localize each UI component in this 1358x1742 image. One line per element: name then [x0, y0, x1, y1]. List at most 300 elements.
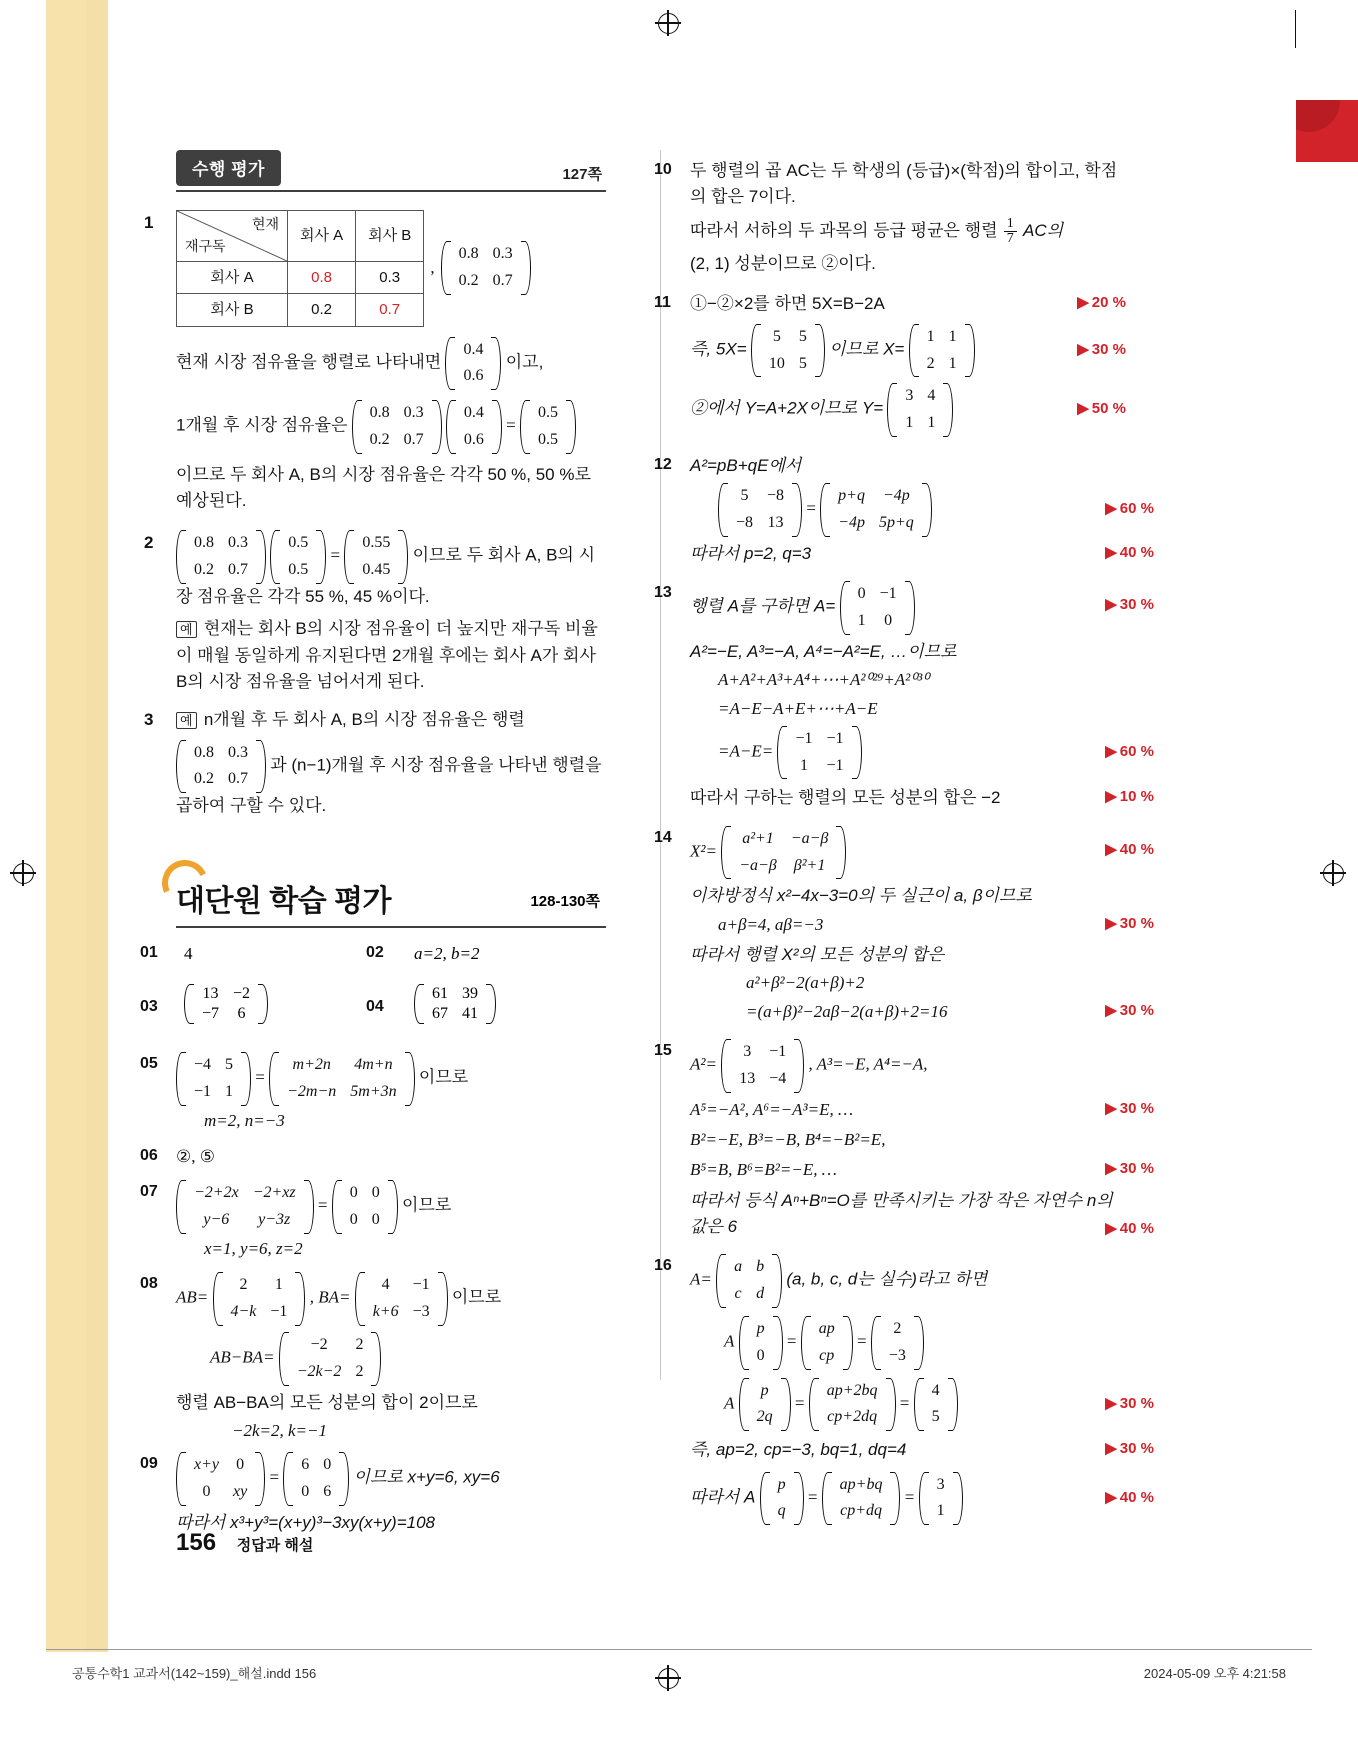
section-pill-label: 수행 평가: [176, 150, 281, 186]
triangle-icon: ▶: [1105, 1440, 1117, 1458]
solution-line: 이차방정식 x²−4x−3=0의 두 실근이 a, β이므로: [690, 886, 1032, 906]
item-number: 07: [140, 1183, 158, 1201]
answer-item-11: [654, 291, 1126, 437]
matrix-cell: cp+dq: [840, 1502, 883, 1520]
item13-line5: [690, 726, 1154, 780]
matrix-transition-2: [352, 400, 442, 454]
equals-sign: =: [794, 1393, 805, 1413]
solution-line: 두 행렬의 곱 AC는 두 학생의 (등급)×(학점)의 합이고, 학점의 합은 7이다.: [690, 161, 1118, 207]
matrix-cell: −4p: [882, 487, 910, 505]
fraction-one-seventh: [1004, 217, 1017, 247]
table-cell: 0.7: [356, 294, 424, 326]
matrix-cell: 0: [301, 1483, 310, 1501]
matrix-cell: 5: [931, 1408, 940, 1426]
matrix-cell: 5: [798, 354, 807, 372]
equals-sign: =: [255, 1067, 265, 1087]
triangle-icon: ▶: [1105, 596, 1117, 614]
table-header-0: 회사 A: [288, 211, 356, 262]
score-tag: ▶ 10 %: [1105, 785, 1154, 808]
score-tag: ▶ 40 %: [1105, 1217, 1154, 1240]
matrix-cell: m+2n: [292, 1056, 331, 1074]
item08-line2: [176, 1332, 606, 1386]
matrix-result: [520, 400, 576, 454]
item12-line2: [690, 541, 1154, 567]
matrix-cell: 5p+q: [878, 514, 914, 532]
answer-item-07: [140, 1180, 606, 1262]
matrix-x: [909, 324, 975, 378]
score-tag: ▶ 60 %: [1105, 740, 1154, 763]
item13-line1: [690, 581, 1154, 635]
text: 이므로 x+y=6, xy=6: [353, 1467, 500, 1487]
matrix-lhs: [176, 1052, 251, 1106]
triangle-icon: ▶: [1105, 840, 1117, 858]
text: 현재는 회사 B의 시장 점유율이 더 높지만 재구독 비율이 매월 동일하게 유지된다면 2개월 후에는 회사 A가 회사 B의 시장 점유율을 넘어서게 된다.: [176, 619, 598, 691]
triangle-icon: ▶: [1077, 294, 1089, 312]
item-number: 10: [654, 161, 672, 178]
text: 1개월 후 시장 점유율은: [176, 415, 348, 435]
solution-line: (2, 1) 성분이므로 ②이다.: [690, 254, 876, 274]
matrix-cell: −a−β: [739, 856, 777, 874]
table-cell: 0.3: [356, 262, 424, 294]
matrix-cell: c: [734, 1285, 742, 1303]
score-tag: ▶ 40 %: [1105, 541, 1154, 564]
matrix-cell: 1: [948, 354, 957, 372]
answer-item-2: [144, 530, 606, 695]
matrix-cell: 2: [926, 354, 935, 372]
matrix-cell: ap: [818, 1320, 835, 1337]
matrix-cell: 0.8: [369, 404, 390, 422]
matrix-cell: −7: [202, 1005, 220, 1023]
text: 따라서 p=2, q=3: [690, 543, 812, 563]
matrix-cell: −2+xz: [252, 1184, 296, 1202]
triangle-icon: ▶: [1105, 543, 1117, 561]
matrix-share-vector: [270, 530, 326, 584]
matrix-cell: a: [734, 1258, 743, 1276]
matrix-cell: y−3z: [258, 1211, 291, 1229]
matrix-cell: cp: [819, 1346, 835, 1364]
triangle-icon: ▶: [1105, 914, 1117, 932]
matrix-cell: 2: [239, 1276, 248, 1294]
solution-line: A+A²+A³+A⁴+⋯+A²⁰²⁹+A²⁰³⁰: [718, 670, 929, 690]
score-tag: ▶ 60 %: [1105, 497, 1154, 520]
text: 행렬 A를 구하면 A=: [690, 596, 836, 616]
item-number: 06: [140, 1147, 158, 1165]
score-tag: ▶ 30 %: [1105, 999, 1154, 1022]
matrix-cell: 0.8: [194, 534, 214, 552]
matrix-lhs: [176, 1452, 265, 1506]
matrix-cell: 2: [355, 1335, 364, 1353]
matrix-cell: 1: [927, 414, 936, 432]
matrix-cell: 0.45: [362, 561, 391, 579]
equals-sign: =: [807, 1487, 818, 1507]
matrix-cell: 0.5: [288, 561, 309, 579]
matrix-cell: 5: [798, 327, 807, 345]
text: , BA=: [309, 1288, 351, 1308]
matrix-cell: 41: [462, 1005, 478, 1023]
matrix-current-share: [445, 337, 501, 391]
solution-line: 따라서 x³+y³=(x+y)³−3xy(x+y)=108: [176, 1512, 436, 1532]
solution-line: 따라서 행렬 X²의 모든 성분의 합은: [690, 945, 945, 965]
equals-sign: =: [786, 1331, 797, 1351]
matrix-cell: 0.8: [458, 245, 479, 263]
text: =(a+β)²−2aβ−2(a+β)+2=16: [746, 1001, 948, 1021]
matrix-cell: 0.5: [538, 404, 559, 422]
triangle-icon: ▶: [1105, 1099, 1117, 1117]
table-corner-top: 현재: [251, 216, 279, 232]
equals-sign: =: [856, 1331, 867, 1351]
text: ②에서 Y=A+2X이므로 Y=: [690, 399, 884, 419]
answer-item-06: [140, 1144, 606, 1170]
solution-line: =A−E−A+E+⋯+A−E: [718, 698, 878, 718]
item-number: 05: [140, 1055, 158, 1073]
matrix-cell: −3: [412, 1303, 430, 1321]
matrix-cell: x+y: [194, 1456, 219, 1474]
matrix-cell: cp+2dq: [827, 1408, 878, 1426]
table-corner-bottom: 재구독: [185, 238, 226, 255]
matrix-cell: −1: [412, 1276, 430, 1294]
item-number: 14: [654, 828, 672, 846]
matrix-cell: k+6: [372, 1303, 399, 1321]
score-tag: ▶ 30 %: [1105, 1392, 1154, 1415]
matrix-cell: 6: [323, 1483, 332, 1501]
matrix-cell: 0.7: [403, 430, 424, 448]
section-header-unit-assessment: [176, 876, 606, 929]
matrix-cell: 4: [927, 387, 936, 405]
matrix-cell: 0.6: [463, 367, 484, 385]
left-column: [140, 150, 606, 1536]
text: n개월 후 두 회사 A, B의 시장 점유율은 행렬: [203, 710, 525, 730]
matrix-cell: −8: [736, 514, 754, 532]
table-cell: 0.8: [288, 262, 356, 294]
item13-line6: [690, 785, 1154, 811]
solution-line: a²+β²−2(a+β)+2: [746, 973, 865, 993]
matrix-cell: 1: [799, 756, 808, 774]
matrix-cell: 0.4: [463, 340, 484, 358]
score-tag: ▶ 30 %: [1105, 593, 1154, 616]
matrix-cell: 0: [371, 1184, 380, 1202]
equals-sign: =: [899, 1393, 910, 1413]
table-corner-cell: [177, 211, 288, 262]
answer-item-05: [140, 1052, 606, 1134]
matrix-difference: [279, 1332, 382, 1386]
matrix-cell: 10: [768, 354, 785, 372]
item3-line2: [176, 740, 606, 820]
right-column: [654, 158, 1154, 1525]
text: 이므로: [401, 1196, 452, 1216]
text: A⁵=−A², A⁶=−A³=E, …: [690, 1099, 854, 1119]
item-number: 3: [144, 710, 154, 730]
matrix-y: [887, 383, 953, 437]
matrix-cell: 0: [857, 585, 866, 603]
solution-line: 행렬 AB−BA의 모든 성분의 합이 2이므로: [176, 1392, 478, 1412]
item16-line2: [690, 1437, 1154, 1463]
item1-line2: [176, 400, 606, 454]
matrix-p0: [739, 1316, 783, 1370]
text: 이므로 X=: [829, 339, 905, 359]
item-number: 11: [654, 294, 671, 312]
equals-sign: =: [317, 1196, 328, 1216]
matrix-cell: 1: [926, 327, 935, 345]
score-tag: ▶ 40 %: [1105, 1486, 1154, 1509]
matrix-cell: 0.3: [492, 245, 513, 263]
registration-mark-top: [655, 10, 681, 36]
matrix-cell: 13: [739, 1069, 756, 1087]
matrix-apcp: [801, 1316, 853, 1370]
matrix-cell: 4m+n: [354, 1056, 393, 1074]
item2-equation: [176, 530, 606, 610]
item1-line1: [176, 337, 606, 391]
matrix-cell: −1: [194, 1082, 212, 1100]
equals-sign: =: [330, 546, 341, 566]
score-tag: ▶ 30 %: [1105, 912, 1154, 935]
matrix-cell: 5: [740, 487, 749, 505]
item-number: 09: [140, 1455, 158, 1473]
matrix-cell: p+q: [838, 487, 865, 505]
text: 따라서 구하는 행렬의 모든 성분의 합은 −2: [690, 788, 1001, 808]
section-title: 대단원 학습 평가: [176, 884, 392, 918]
score-tag: ▶ 50 %: [1077, 397, 1126, 420]
matrix-cell: 0: [202, 1483, 211, 1501]
matrix-rhs: [820, 483, 932, 537]
item11-line3: [690, 383, 1126, 437]
folio-label: 정답과 해설: [236, 1537, 314, 1554]
item16-eq2: [690, 1316, 1120, 1370]
triangle-icon: ▶: [1105, 742, 1117, 760]
matrix-cell: 3: [743, 1043, 752, 1061]
item16-line1: [690, 1254, 1120, 1308]
example-badge: 예: [176, 621, 197, 638]
matrix-cell: −4: [194, 1056, 212, 1074]
matrix-cell: p: [756, 1320, 765, 1337]
matrix-p2q: [739, 1378, 791, 1432]
text: =A−E=: [718, 741, 774, 761]
text: 현재 시장 점유율을 행렬로 나타내면: [176, 352, 442, 372]
example-badge: 예: [176, 712, 197, 729]
matrix-cell: 13: [767, 514, 784, 532]
text: 따라서 A: [690, 1487, 756, 1507]
table-row-label: 회사 A: [177, 262, 288, 294]
item-number: 01: [140, 944, 158, 962]
matrix-cell: −2k−2: [296, 1362, 342, 1380]
text: X²=: [690, 841, 717, 861]
item10-line2: [690, 217, 1120, 247]
score-tag: ▶ 30 %: [1105, 1157, 1154, 1180]
matrix-share-vector: [446, 400, 502, 454]
matrix-cell: −3: [888, 1346, 906, 1364]
matrix-cell: 0.3: [403, 404, 424, 422]
matrix-cell: 5: [225, 1056, 234, 1074]
matrix-a: [716, 1254, 782, 1308]
text: 이므로: [451, 1288, 502, 1308]
equals-sign: =: [904, 1487, 915, 1507]
matrix-cell: −1: [270, 1303, 288, 1321]
matrix-cell: −a−β: [790, 829, 829, 847]
item11-line2: [690, 324, 1126, 378]
item16-eq3: [690, 1378, 1154, 1432]
folio-number: 156: [176, 1529, 217, 1556]
matrix-lhs: [176, 1180, 314, 1234]
matrix-rhs: [269, 1052, 415, 1106]
matrix-cell: −8: [767, 487, 785, 505]
text: , A³=−E, A⁴=−A,: [808, 1054, 928, 1074]
matrix-cell: −2+2x: [194, 1184, 239, 1202]
text: AB−BA=: [210, 1347, 275, 1367]
item14-line3: [690, 912, 1154, 938]
matrix-cell: 0: [371, 1211, 380, 1229]
text: A²=: [690, 1054, 717, 1074]
matrix-x-squared: [721, 826, 846, 880]
score-tag: ▶ 20 %: [1077, 291, 1126, 314]
text: AC의: [1023, 220, 1064, 240]
item-number: 15: [654, 1042, 672, 1060]
matrix-cell: 0: [884, 612, 893, 630]
matrix-transition: [176, 530, 266, 584]
text: A: [724, 1331, 735, 1351]
answers-row-2: [140, 980, 606, 1042]
score-tag: ▶ 30 %: [1105, 1097, 1154, 1120]
matrix-transition: [176, 740, 266, 794]
text: 이고,: [505, 352, 544, 372]
triangle-icon: ▶: [1077, 400, 1089, 418]
answer-item-15: [654, 1039, 1154, 1240]
item-number: 16: [654, 1257, 672, 1275]
registration-mark-right: [1320, 860, 1346, 886]
matrix-cell: 1: [905, 414, 914, 432]
matrix-cell: 67: [432, 1005, 448, 1023]
matrix-cell: 2: [893, 1320, 902, 1337]
answer-value: ②, ⑤: [176, 1147, 215, 1167]
matrix-ba: [355, 1272, 448, 1326]
item14-line6: [690, 999, 1154, 1025]
matrix-cell: −4p: [838, 514, 865, 532]
red-corner-tab: [1296, 100, 1358, 162]
matrix-cell: 0.2: [369, 430, 390, 448]
item-number: 1: [144, 213, 154, 232]
answers-row-1: [140, 944, 606, 970]
matrix-cell: 1: [274, 1276, 283, 1294]
matrix-cell: 0.3: [228, 743, 248, 761]
solution-line: m=2, n=−3: [204, 1110, 285, 1130]
matrix-result: [344, 530, 408, 584]
column-divider: [660, 150, 661, 1380]
comma-separator: ,: [430, 258, 435, 278]
answer-value: 4: [184, 944, 193, 964]
answer-item-3: [144, 707, 606, 819]
text: B⁵=B, B⁶=B²=−E, …: [690, 1160, 837, 1180]
text: 이므로 두 회사 A, B의 시장 점유율은 각각 55 %, 45 %이다.: [176, 546, 595, 606]
matrix-lhs: [718, 483, 802, 537]
triangle-icon: ▶: [1105, 1001, 1117, 1019]
triangle-icon: ▶: [1105, 1160, 1117, 1178]
matrix-cell: 0.55: [362, 534, 391, 552]
matrix-result-2: [914, 1378, 958, 1432]
solution-line: x=1, y=6, z=2: [204, 1239, 303, 1258]
matrix-cell: −2m−n: [287, 1082, 337, 1100]
matrix-cell: 0.2: [194, 770, 214, 788]
matrix-cell: 0.6: [463, 430, 484, 448]
solution-line: B²=−E, B³=−B, B⁴=−B²=E,: [690, 1130, 886, 1150]
market-share-table: [176, 210, 424, 327]
fraction-denominator: 7: [1004, 231, 1017, 247]
matrix-transition: [441, 241, 531, 295]
matrix-cell: 1: [936, 1502, 945, 1520]
score-tag: ▶ 30 %: [1105, 1437, 1154, 1460]
answer-item-16: [654, 1254, 1154, 1525]
text: 이므로: [418, 1067, 469, 1087]
matrix-cell: β²+1: [793, 856, 826, 874]
matrix-expanded-final: [822, 1472, 901, 1526]
text: 따라서 서하의 두 과목의 등급 평균은 행렬: [690, 220, 998, 240]
matrix-cell: 3: [905, 387, 914, 405]
registration-mark-bottom: [655, 1665, 681, 1691]
matrix-rhs: [283, 1452, 349, 1506]
footer-timestamp: 2024-05-09 오후 4:21:58: [1143, 1666, 1286, 1681]
text: A=: [690, 1270, 712, 1290]
left-bleed-bar-inner: [86, 0, 108, 1652]
matrix-cell: 1: [857, 612, 866, 630]
item15-line5: [690, 1188, 1154, 1241]
matrix-cell: xy: [233, 1483, 248, 1501]
item-number: 2: [144, 533, 154, 553]
answer-item-09: [140, 1452, 606, 1536]
matrix-a-squared: [721, 1039, 804, 1093]
matrix-cell: ap+2bq: [826, 1381, 878, 1399]
matrix-cell: y−6: [203, 1211, 230, 1229]
table-header-1: 회사 B: [356, 211, 424, 262]
matrix-cell: 13: [202, 985, 219, 1003]
section-page-ref: 128-130쪽: [530, 892, 600, 910]
text: 즉, ap=2, cp=−3, bq=1, dq=4: [690, 1440, 907, 1460]
item15-line4: [690, 1157, 1154, 1183]
matrix-cell: 0.5: [538, 430, 559, 448]
matrix-zero: [332, 1180, 398, 1234]
matrix-cell: 1: [225, 1082, 234, 1100]
item-number: 13: [654, 584, 672, 602]
matrix-a-minus-e: [777, 726, 861, 780]
matrix-cell: b: [756, 1258, 765, 1276]
matrix-cell: ap+bq: [839, 1475, 883, 1493]
matrix-cell: −1: [769, 1043, 787, 1061]
matrix-cell: 6: [301, 1456, 310, 1474]
item2-example: [176, 616, 606, 695]
matrix-result-1: [871, 1316, 924, 1370]
matrix-cell: 0.3: [228, 534, 248, 552]
item-number: 03: [140, 998, 158, 1016]
footer-filename: 공통수학1 교과서(142~159)_해설.indd 156: [72, 1666, 317, 1681]
equals-sign: =: [806, 498, 816, 518]
item15-line2: [690, 1097, 1154, 1123]
item-number: 02: [366, 944, 384, 962]
answer-matrix-03: [184, 984, 268, 1024]
triangle-icon: ▶: [1105, 788, 1117, 806]
text: A: [724, 1393, 735, 1413]
matrix-pq: [760, 1472, 804, 1526]
triangle-icon: ▶: [1105, 500, 1117, 518]
matrix-cell: 0.2: [194, 561, 214, 579]
text: ①−②×2를 하면 5X=B−2A: [690, 294, 885, 314]
matrix-cell: 0.7: [228, 561, 248, 579]
answer-item-12: [654, 453, 1154, 567]
matrix-cell: −1: [826, 756, 844, 774]
item1-line3: 이므로 두 회사 A, B의 시장 점유율은 각각 50 %, 50 %로 예상된다.: [176, 464, 591, 511]
matrix-cell: 6: [237, 1005, 246, 1023]
matrix-cell: 0.4: [463, 404, 484, 422]
matrix-expanded: [809, 1378, 896, 1432]
matrix-cell: 0.7: [228, 770, 248, 788]
matrix-ab: [213, 1272, 306, 1326]
text: 따라서 등식 Aⁿ+Bⁿ=O를 만족시키는 가장 작은 자연수 n의 값은 6: [690, 1190, 1113, 1237]
matrix-cell: 4: [931, 1381, 940, 1399]
